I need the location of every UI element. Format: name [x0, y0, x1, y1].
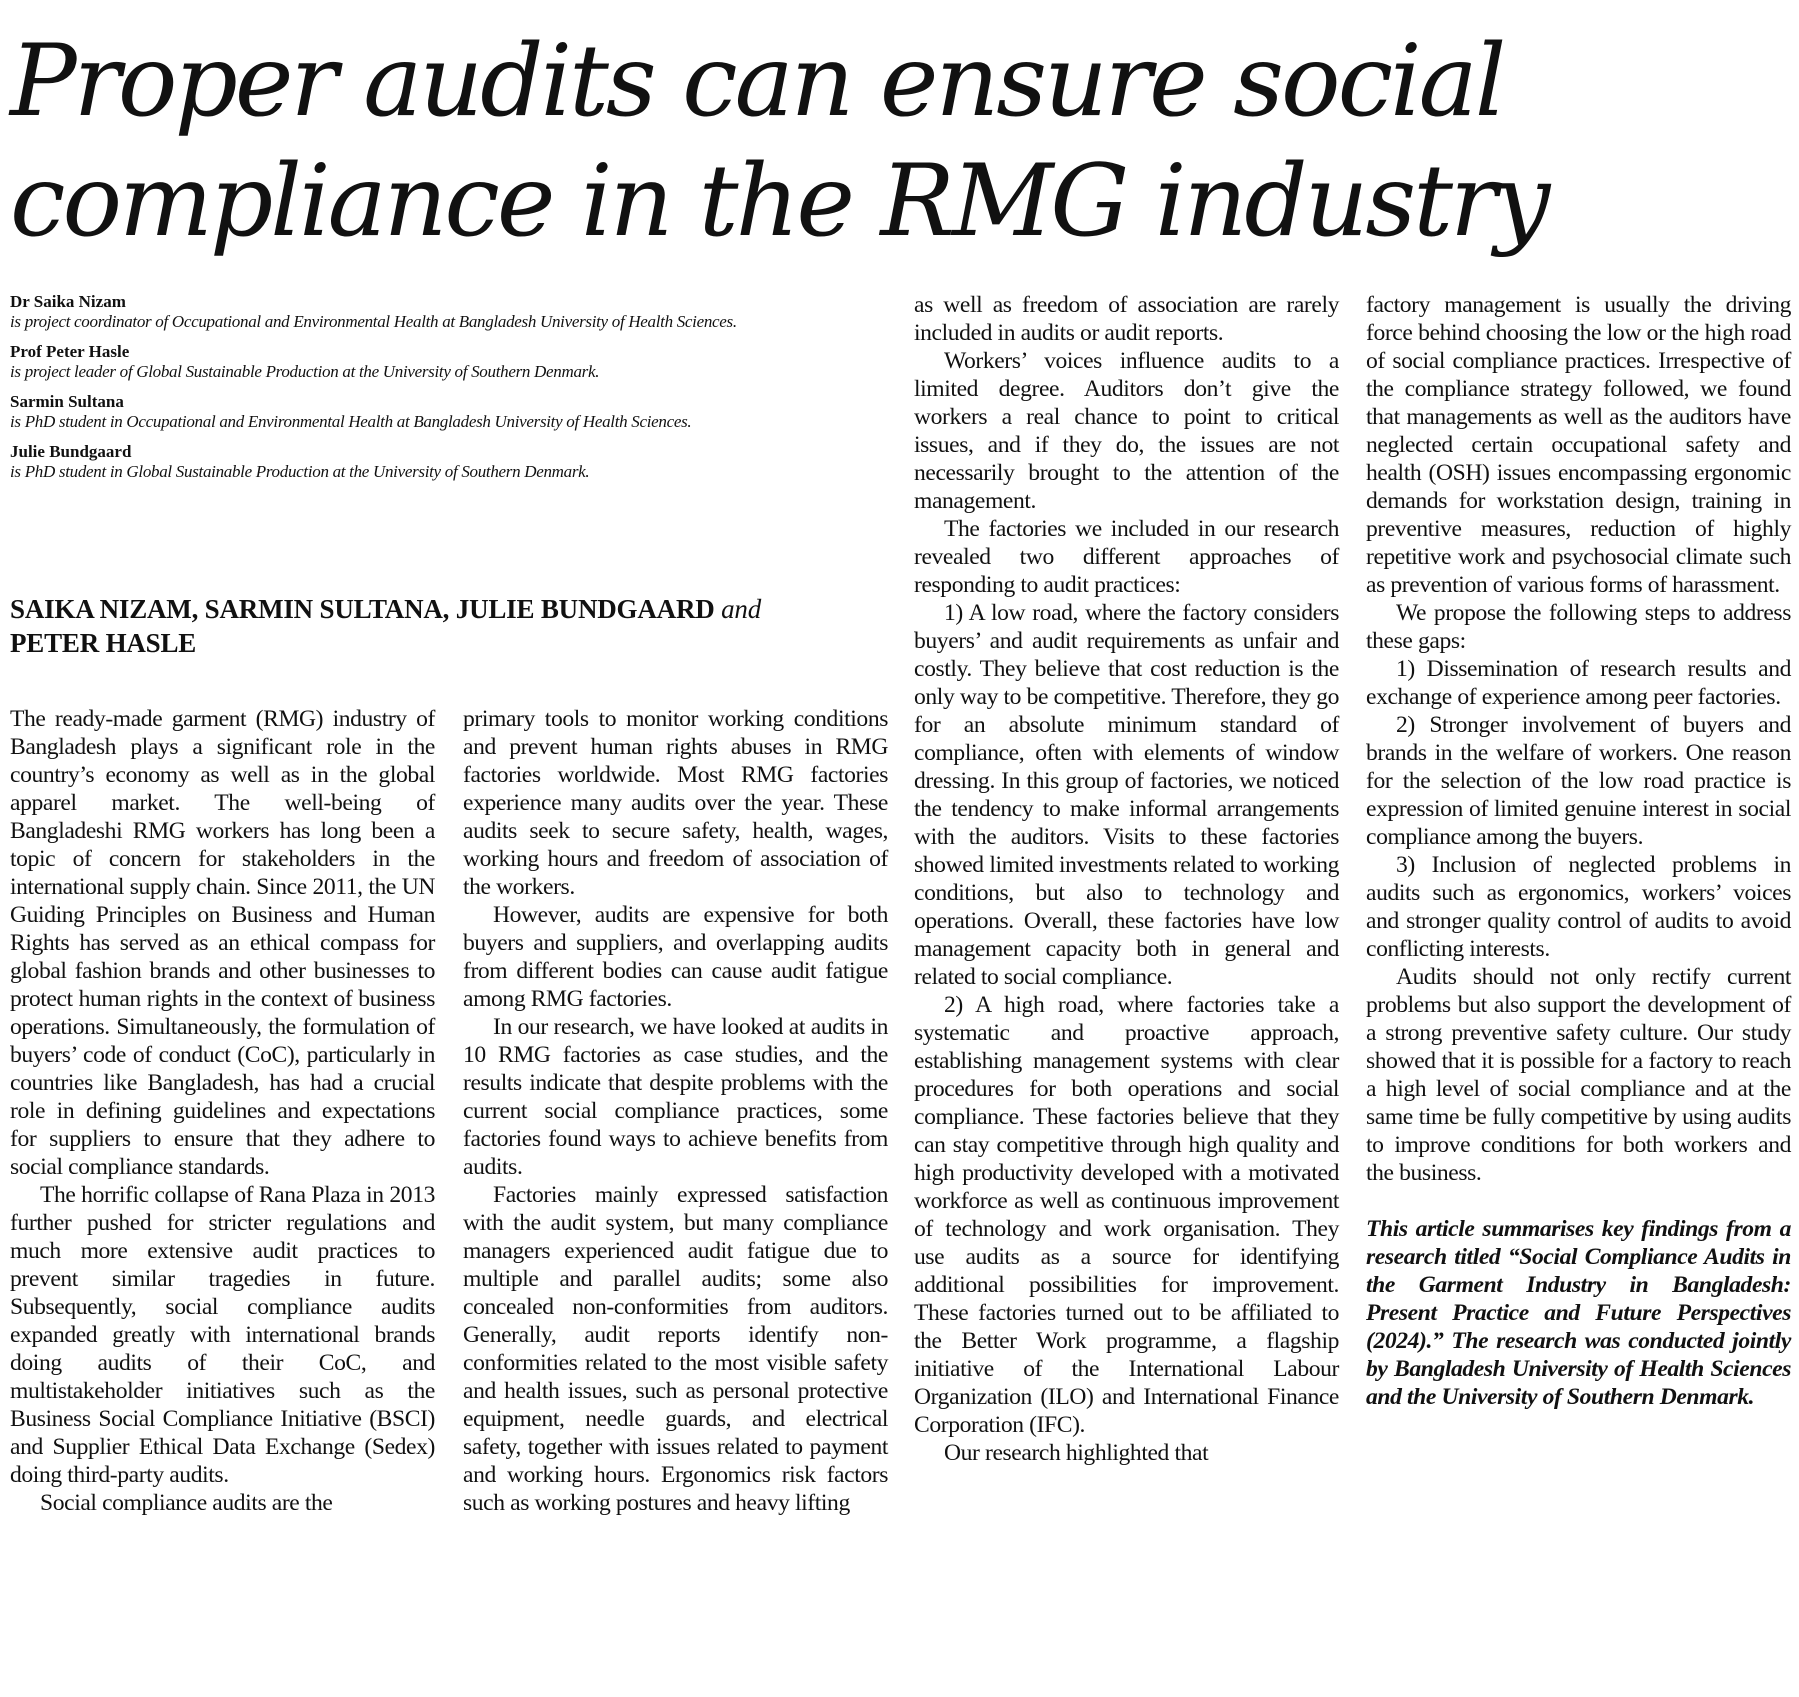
byline-names: SAIKA NIZAM, SARMIN SULTANA, JULIE BUNDGAARD	[10, 594, 715, 624]
author-name: Prof Peter Hasle	[10, 342, 130, 361]
author-role: is project leader of Global Sustainable Production at the University of Southern Denmark.	[10, 362, 600, 381]
paragraph: Factories mainly expressed satisfaction with the audit system, but many compliance managers experienced audit fatigue due to multiple and parallel audits; some also concealed non-conformities from auditors. Generally, audit reports identify non-conformities related to the most visible safety and health issues, such as personal protective equipment, needle guards, and electrical safety, together with issues related to payment and working hours. Ergonomics risk factors such as working postures and heavy lifting	[463, 1182, 888, 1516]
paragraph: factory management is usually the driving force behind choosing the low or the high road of social compliance practices. Irrespective of the compliance strategy followed, we found that managements as well as the auditors have neglected certain occupational safety and health (OSH) issues encompassing ergonomic demands for workstation design, training in preventive measures, reduction of highly repetitive work and psychosocial climate such as prevention of various forms of harassment.	[1366, 292, 1791, 598]
paragraph: In our research, we have looked at audits in 10 RMG factories as case studies, and the results indicate that despite problems with the current social compliance practices, some factories found ways to achieve benefits from audits.	[463, 1014, 888, 1180]
headline	[10, 22, 1770, 262]
author-role: is project coordinator of Occupational and Environmental Health at Bangladesh University of Health Sciences.	[10, 312, 737, 331]
author-name: Sarmin Sultana	[10, 392, 124, 411]
author-role: is PhD student in Global Sustainable Production at the University of Southern Denmark.	[10, 462, 590, 481]
author-bio	[10, 392, 890, 432]
article-column-4	[1366, 291, 1791, 1411]
paragraph: as well as freedom of association are rarely included in audits or audit reports.	[914, 292, 1339, 346]
paragraph: 2) Stronger involvement of buyers and brands in the welfare of workers. One reason for the selection of the low road practice is expression of limited genuine interest in social compliance among the buyers.	[1366, 712, 1791, 850]
headline-line-1: Proper audits can ensure social	[10, 24, 1504, 139]
article-column-2	[463, 705, 888, 1517]
paragraph: 3) Inclusion of neglected problems in audits such as ergonomics, workers’ voices and stronger quality control of audits to avoid conflicting interests.	[1366, 852, 1791, 962]
paragraph: The ready-made garment (RMG) industry of Bangladesh plays a significant role in the country’s economy as well as in the global apparel market. The well-being of Bangladeshi RMG workers has long been a topic of concern for stakeholders in the international supply chain. Since 2011, the UN Guiding Principles on Business and Human Rights has served as an ethical compass for global fashion brands and other businesses to protect human rights in the context of business operations. Simultaneously, the formulation of buyers’ code of conduct (CoC), particularly in countries like Bangladesh, has had a crucial role in defining guidelines and expectations for suppliers to ensure that they adhere to social compliance standards.	[10, 706, 435, 1180]
byline-and: and	[721, 594, 762, 624]
author-name: Dr Saika Nizam	[10, 292, 126, 311]
byline	[10, 592, 870, 660]
paragraph: Our research highlighted that	[944, 1440, 1209, 1466]
author-bio	[10, 442, 890, 482]
paragraph: We propose the following steps to address these gaps:	[1366, 600, 1791, 654]
paragraph: The horrific collapse of Rana Plaza in 2013 further pushed for stricter regulations and much more extensive audit practices to prevent similar tragedies in future. Subsequently, social compliance audits expanded greatly with international brands doing audits of their CoC, and multistakeholder initiatives such as the Business Social Compliance Initiative (BSCI) and Supplier Ethical Data Exchange (Sedex) doing third-party audits.	[10, 1182, 435, 1488]
byline-last-name: PETER HASLE	[10, 628, 197, 658]
article-column-1	[10, 705, 435, 1517]
paragraph: Social compliance audits are the	[40, 1490, 333, 1516]
paragraph: The factories we included in our research revealed two different approaches of responding to audit practices:	[914, 516, 1339, 598]
author-bio	[10, 342, 890, 382]
author-bios	[10, 292, 890, 492]
paragraph: Workers’ voices influence audits to a limited degree. Auditors don’t give the workers a real chance to point to critical issues, and if they do, the issues are not necessarily brought to the attention of the management.	[914, 348, 1339, 514]
paragraph: primary tools to monitor working conditions and prevent human rights abuses in RMG factories worldwide. Most RMG factories experience many audits over the year. These audits seek to secure safety, health, wages, working hours and freedom of association of the workers.	[463, 706, 888, 900]
headline-line-2: compliance in the RMG industry	[10, 144, 1548, 259]
paragraph: 1) A low road, where the factory considers buyers’ and audit requirements as unfair and costly. They believe that cost reduction is the only way to be competitive. Therefore, they go for an absolute minimum standard of compliance, often with elements of window dressing. In this group of factories, we noticed the tendency to make informal arrangements with the auditors. Visits to these factories showed limited investments related to working conditions, but also to technology and operations. Overall, these factories have low management capacity both in general and related to social compliance.	[914, 600, 1339, 990]
paragraph: 2) A high road, where factories take a systematic and proactive approach, establishing management systems with clear procedures for both operations and social compliance. These factories believe that they can stay competitive through high quality and high productivity developed with a motivated workforce as well as continuous improvement of technology and work organisation. They use audits as a source for identifying additional possibilities for improvement. These factories turned out to be affiliated to the Better Work programme, a flagship initiative of the International Labour Organization (ILO) and International Finance Corporation (IFC).	[914, 992, 1339, 1438]
author-name: Julie Bundgaard	[10, 442, 132, 461]
article-footnote: This article summarises key findings from a research titled “Social Compliance Audits in the Garment Industry in Bangladesh: Present Practice and Future Perspectives (2024).” The research was conducted jointly by Bangladesh University of Health Sciences and the University of Southern Denmark.	[1366, 1216, 1791, 1410]
article-column-3	[914, 291, 1339, 1467]
paragraph: However, audits are expensive for both buyers and suppliers, and overlapping audits from different bodies can cause audit fatigue among RMG factories.	[463, 902, 888, 1012]
author-bio	[10, 292, 890, 332]
author-role: is PhD student in Occupational and Environmental Health at Bangladesh University of Health Sciences.	[10, 412, 692, 431]
paragraph: Audits should not only rectify current problems but also support the development of a strong preventive safety culture. Our study showed that it is possible for a factory to reach a high level of social compliance and at the same time be fully competitive by using audits to improve conditions for both workers and the business.	[1366, 964, 1791, 1186]
paragraph: 1) Dissemination of research results and exchange of experience among peer factories.	[1366, 656, 1791, 710]
